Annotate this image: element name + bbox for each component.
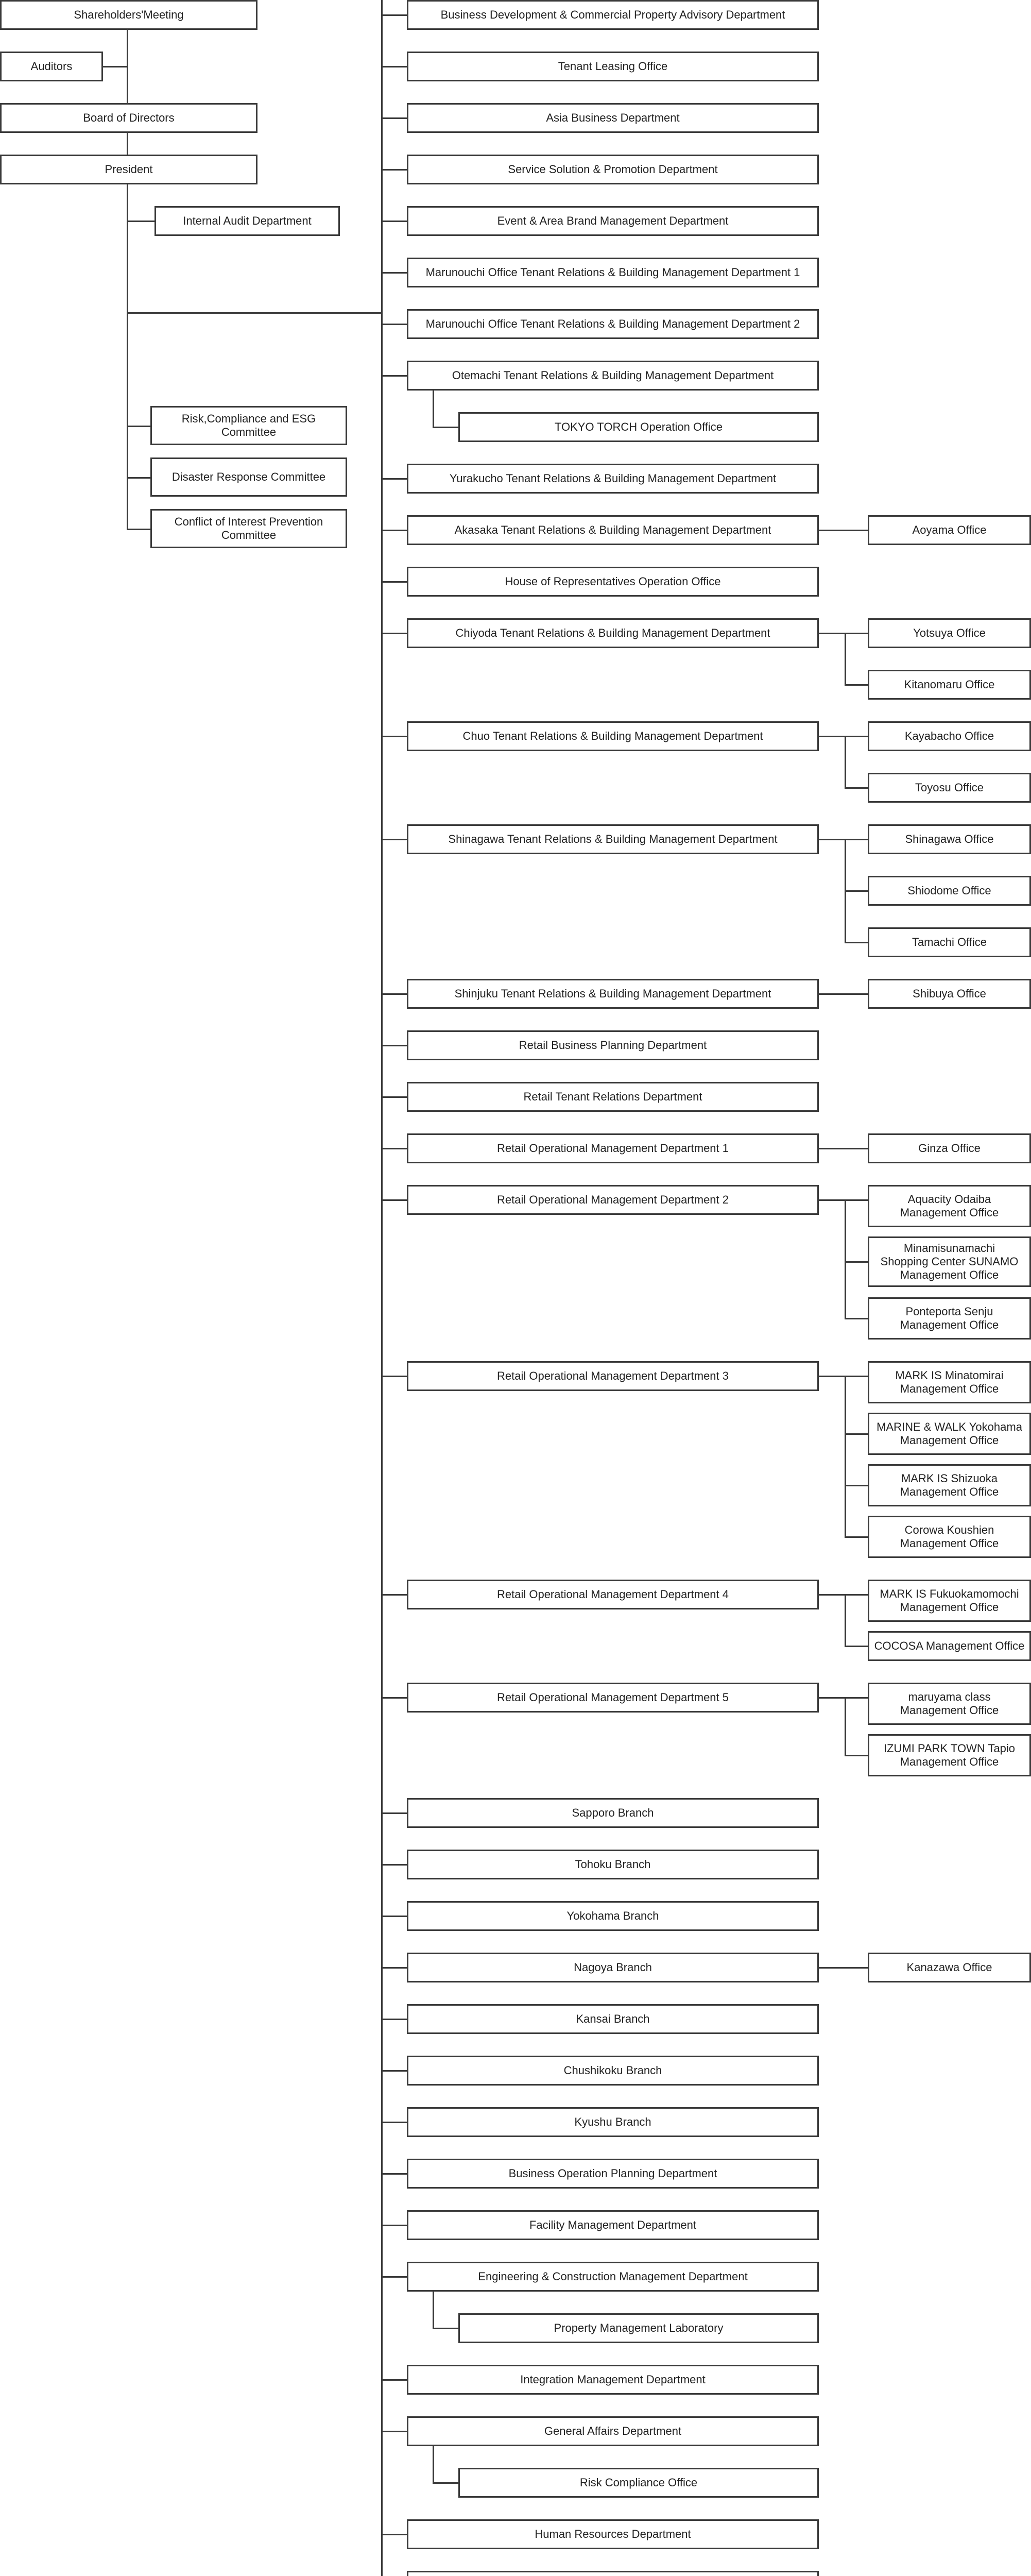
connector-line [381, 581, 407, 583]
connector-line [845, 1261, 868, 1263]
connector-line [381, 993, 407, 995]
sub-unit-box-tokyo-torch-operation-office: TOKYO TORCH Operation Office [458, 412, 819, 442]
connector-line [381, 221, 407, 222]
department-box-akasaka-tenant-relations-building-management-department: Akasaka Tenant Relations & Building Management Department [407, 515, 819, 545]
auditors-box: Auditors [0, 52, 103, 81]
connector-line [127, 221, 154, 222]
connector-line [381, 2431, 407, 2432]
department-box-otemachi-tenant-relations-building-management-department: Otemachi Tenant Relations & Building Management Department [407, 361, 819, 391]
connector-line [381, 2276, 407, 2278]
connector-line [381, 2070, 407, 2072]
connector-line [845, 1697, 846, 1756]
office-box-mark-is-minatomirai-management-office: MARK IS Minatomirai Management Office [868, 1361, 1031, 1403]
department-box-service-solution-promotion-department: Service Solution & Promotion Department [407, 155, 819, 184]
connector-line [845, 633, 846, 685]
connector-line [381, 2122, 407, 2123]
connector-line [845, 787, 868, 789]
connector-line [845, 1755, 868, 1756]
connector-line [381, 633, 407, 634]
department-box-integration-management-department: Integration Management Department [407, 2365, 819, 2395]
office-box-kanazawa-office: Kanazawa Office [868, 1953, 1031, 1982]
connector-line [381, 1916, 407, 1917]
department-box-marunouchi-office-tenant-relations-building-management-department-1: Marunouchi Office Tenant Relations & Building Management Department 1 [407, 258, 819, 287]
connector-line [381, 736, 407, 737]
connector-line [381, 1812, 407, 1814]
connector-line [433, 427, 458, 428]
office-box-marine-walk-yokohama-management-office: MARINE & WALK Yokohama Management Office [868, 1413, 1031, 1455]
department-box-kansai-branch: Kansai Branch [407, 2004, 819, 2034]
connector-line [819, 839, 868, 840]
connector-line [381, 1096, 407, 1098]
office-box-cocosa-management-office: COCOSA Management Office [868, 1631, 1031, 1661]
office-box-toyosu-office: Toyosu Office [868, 773, 1031, 803]
department-box-retail-tenant-relations-department: Retail Tenant Relations Department [407, 1082, 819, 1112]
office-box-aoyama-office: Aoyama Office [868, 515, 1031, 545]
connector-line [381, 1967, 407, 1969]
connector-line [381, 530, 407, 531]
department-box-nagoya-branch: Nagoya Branch [407, 1953, 819, 1982]
connector-line [103, 66, 128, 67]
connector-line [845, 1485, 868, 1486]
office-box-shiodome-office: Shiodome Office [868, 876, 1031, 906]
office-box-kayabacho-office: Kayabacho Office [868, 721, 1031, 751]
connector-line [845, 1536, 868, 1538]
board-of-directors-box: Board of Directors [0, 103, 257, 133]
department-box-kyushu-branch: Kyushu Branch [407, 2107, 819, 2137]
connector-line [819, 1594, 868, 1596]
connector-line [381, 2534, 407, 2535]
office-box-shinagawa-office: Shinagawa Office [868, 824, 1031, 854]
connector-line [381, 1697, 407, 1699]
department-box-retail-operational-management-department-3: Retail Operational Management Department 3 [407, 1361, 819, 1391]
connector-line [819, 993, 868, 995]
connector-line [819, 1967, 868, 1969]
connector-line [381, 478, 407, 480]
department-box-sapporo-branch: Sapporo Branch [407, 1798, 819, 1828]
conflict-of-interest-committee-box: Conflict of Interest Prevention Committee [150, 509, 347, 548]
department-box-general-affairs-department: General Affairs Department [407, 2416, 819, 2446]
department-box-engineering-construction-management-department: Engineering & Construction Management Department [407, 2262, 819, 2292]
department-box-house-of-representatives-operation-office: House of Representatives Operation Office [407, 567, 819, 597]
disaster-response-committee-box: Disaster Response Committee [150, 457, 347, 497]
connector-line [127, 529, 150, 530]
connector-line [381, 1199, 407, 1201]
office-box-yotsuya-office: Yotsuya Office [868, 618, 1031, 648]
connector-line [433, 2482, 458, 2484]
department-box-tenant-leasing-office: Tenant Leasing Office [407, 52, 819, 81]
connector-line [381, 0, 383, 2576]
department-box-retail-operational-management-department-5: Retail Operational Management Department 5 [407, 1683, 819, 1713]
connector-line [819, 1697, 868, 1699]
office-box-mark-is-shizuoka-management-office: MARK IS Shizuoka Management Office [868, 1464, 1031, 1506]
office-box-minamisunamachi-shopping-center-sunamo-management-office: Minamisunamachi Shopping Center SUNAMO Management Office [868, 1236, 1031, 1287]
connector-line [845, 1199, 846, 1319]
connector-line [381, 1148, 407, 1149]
connector-line [381, 2379, 407, 2381]
connector-line [819, 1199, 868, 1201]
connector-line [381, 66, 407, 67]
department-box-shinagawa-tenant-relations-building-management-department: Shinagawa Tenant Relations & Building Management Department [407, 824, 819, 854]
department-box-marunouchi-office-tenant-relations-building-management-department-2: Marunouchi Office Tenant Relations & Building Management Department 2 [407, 309, 819, 339]
connector-line [845, 1318, 868, 1319]
department-box-chiyoda-tenant-relations-building-management-department: Chiyoda Tenant Relations & Building Management Department [407, 618, 819, 648]
sub-unit-box-property-management-laboratory: Property Management Laboratory [458, 2313, 819, 2343]
department-box-retail-business-planning-department: Retail Business Planning Department [407, 1030, 819, 1060]
connector-line [819, 1376, 868, 1377]
connector-line [819, 736, 868, 737]
department-box-chuo-tenant-relations-building-management-department: Chuo Tenant Relations & Building Management Department [407, 721, 819, 751]
connector-line [381, 324, 407, 325]
department-box-shinjuku-tenant-relations-building-management-department: Shinjuku Tenant Relations & Building Management Department [407, 979, 819, 1009]
connector-line [381, 375, 407, 377]
internal-audit-box: Internal Audit Department [154, 206, 340, 236]
connector-line [433, 2292, 434, 2329]
connector-line [381, 1594, 407, 1596]
department-box-chushikoku-branch: Chushikoku Branch [407, 2056, 819, 2086]
department-box-event-area-brand-management-department: Event & Area Brand Management Department [407, 206, 819, 236]
connector-line [381, 169, 407, 171]
department-box-yokohama-branch: Yokohama Branch [407, 1901, 819, 1931]
connector-line [819, 1148, 868, 1149]
office-box-ginza-office: Ginza Office [868, 1133, 1031, 1163]
office-box-shibuya-office: Shibuya Office [868, 979, 1031, 1009]
connector-line [845, 1376, 846, 1537]
connector-line [845, 942, 868, 943]
connector-line [433, 2446, 434, 2483]
department-box-retail-operational-management-department-2: Retail Operational Management Department 2 [407, 1185, 819, 1215]
department-box-facility-management-department: Facility Management Department [407, 2210, 819, 2240]
office-box-aquacity-odaiba-management-office: Aquacity Odaiba Management Office [868, 1185, 1031, 1227]
office-box-maruyama-class-management-office: maruyama class Management Office [868, 1683, 1031, 1725]
office-box-kitanomaru-office: Kitanomaru Office [868, 670, 1031, 700]
risk-esg-committee-box: Risk,Compliance and ESG Committee [150, 406, 347, 445]
department-box-yurakucho-tenant-relations-building-management-department: Yurakucho Tenant Relations & Building Management Department [407, 464, 819, 494]
connector-line [127, 477, 150, 479]
connector-line [845, 1646, 868, 1647]
connector-line [819, 530, 868, 531]
department-box-retail-operational-management-department-1: Retail Operational Management Department 1 [407, 1133, 819, 1163]
department-box-business-operation-planning-department: Business Operation Planning Department [407, 2159, 819, 2189]
connector-line [381, 839, 407, 840]
department-box-business-development-commercial-property-advisory-department: Business Development & Commercial Property Advisory Department [407, 0, 819, 30]
office-box-mark-is-fukuokamomochi-management-office: MARK IS Fukuokamomochi Management Office [868, 1580, 1031, 1622]
office-box-ponteporta-senju-management-office: Ponteporta Senju Management Office [868, 1297, 1031, 1340]
connector-line [433, 391, 434, 428]
connector-line [381, 2173, 407, 2175]
department-box-asia-business-department: Asia Business Department [407, 103, 819, 133]
connector-line [433, 2328, 458, 2329]
connector-line [127, 133, 128, 155]
connector-line [845, 890, 868, 892]
president-box: President [0, 155, 257, 184]
department-box-retail-operational-management-department-4: Retail Operational Management Department 4 [407, 1580, 819, 1609]
department-box-tohoku-branch: Tohoku Branch [407, 1850, 819, 1879]
connector-line [845, 1433, 868, 1435]
connector-line [845, 684, 868, 686]
office-box-izumi-park-town-tapio-management-office: IZUMI PARK TOWN Tapio Management Office [868, 1734, 1031, 1776]
office-box-corowa-koushien-management-office: Corowa Koushien Management Office [868, 1516, 1031, 1558]
department-box-work-style-reform-promotion-department [407, 2571, 819, 2576]
connector-line [381, 272, 407, 274]
connector-line [381, 1864, 407, 1866]
connector-line [127, 426, 150, 427]
office-box-tamachi-office: Tamachi Office [868, 927, 1031, 957]
sub-unit-box-risk-compliance-office: Risk Compliance Office [458, 2468, 819, 2498]
connector-line [381, 2225, 407, 2226]
connector-line [127, 312, 381, 314]
connector-line [845, 1594, 846, 1647]
connector-line [381, 14, 407, 16]
connector-line [381, 1045, 407, 1046]
connector-line [381, 2019, 407, 2020]
shareholders-meeting-box: Shareholders'Meeting [0, 0, 257, 30]
connector-line [845, 736, 846, 788]
department-box-human-resources-department: Human Resources Department [407, 2519, 819, 2549]
connector-line [381, 1376, 407, 1377]
connector-line [819, 633, 868, 634]
connector-line [381, 117, 407, 119]
